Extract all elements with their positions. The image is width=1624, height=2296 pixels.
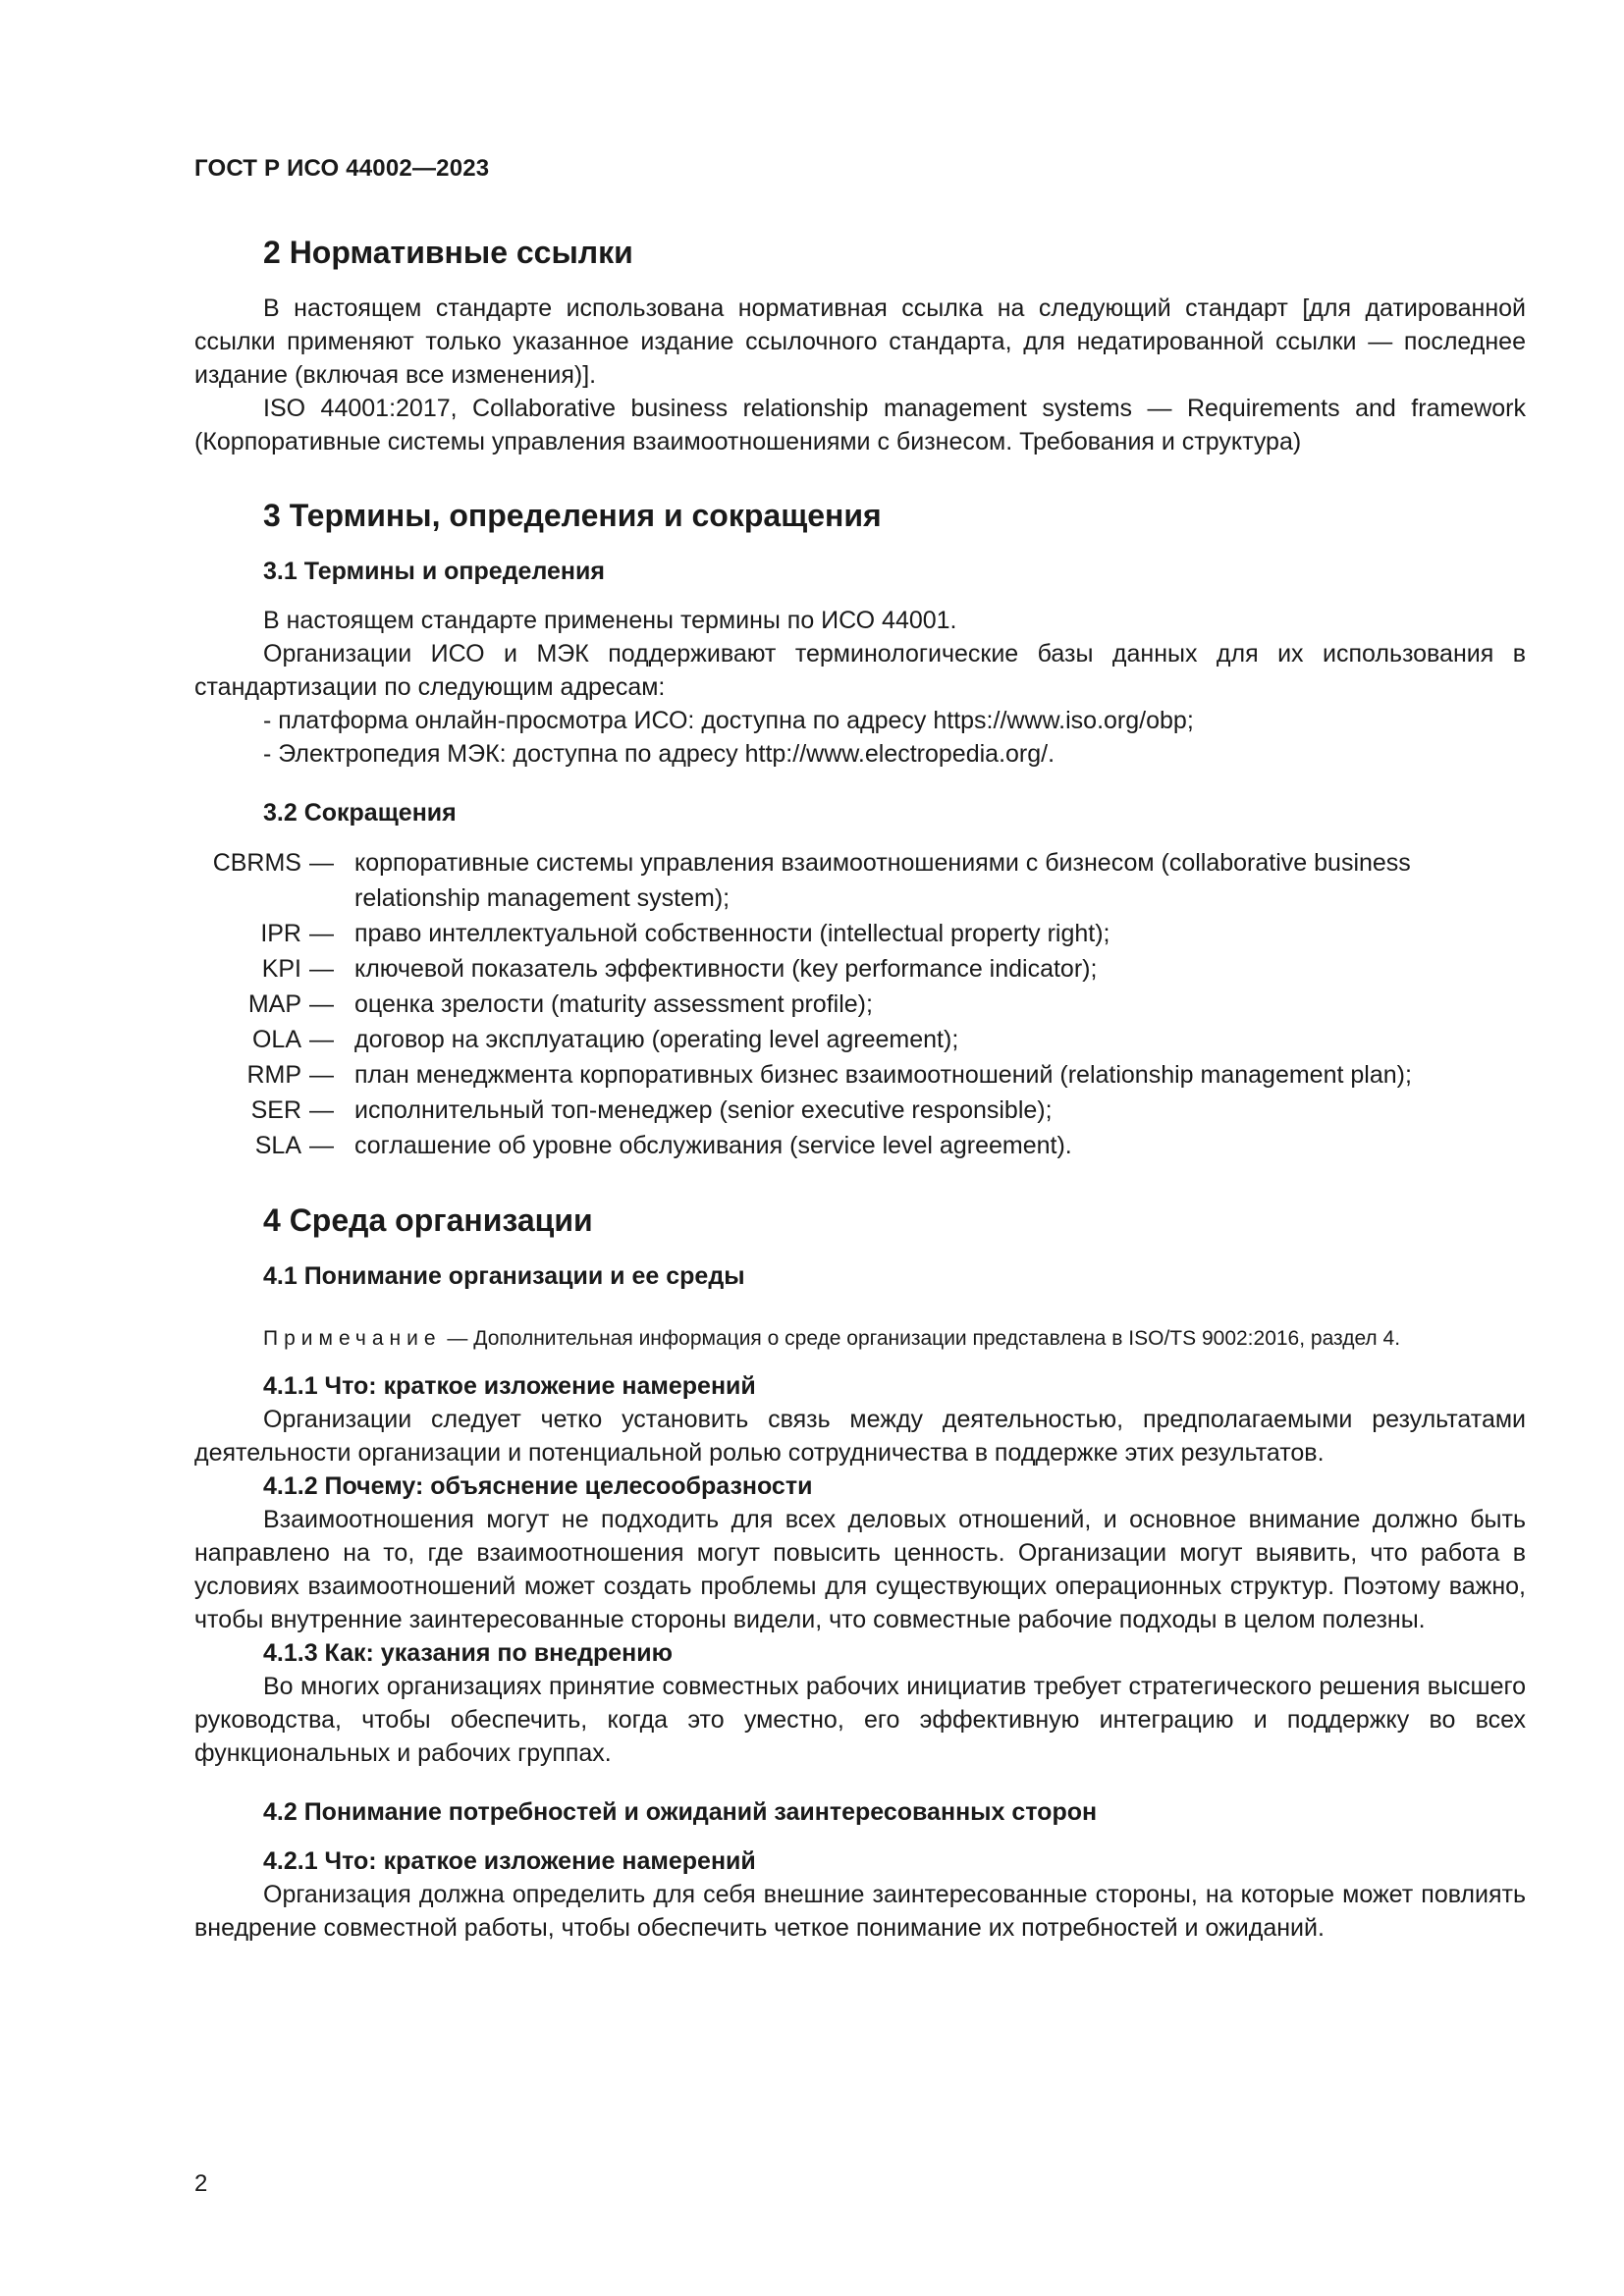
section-2-paragraph-1: В настоящем стандарте использована нормативная ссылка на следующий стандарт [для датированной ссылки применяют только указанное издание ссылочного стандарта, для недатированной ссылки — последнее издание (включая все изменения)]. bbox=[194, 294, 1526, 389]
table-row bbox=[197, 987, 1526, 1022]
abbr-dash: — bbox=[309, 1061, 334, 1089]
section-4-2-1-text: Организация должна определить для себя внешние заинтересованные стороны, на которые может повлиять внедрение совместной работы, чтобы обеспечить четкое понимание их потребностей и ожиданий. bbox=[194, 1881, 1526, 1942]
abbr-code: RMP bbox=[246, 1061, 301, 1089]
abbr-definition: исполнительный топ-менеджер (senior executive responsible); bbox=[354, 1096, 1053, 1124]
abbr-code: IPR bbox=[260, 920, 301, 947]
abbr-code: SLA bbox=[254, 1132, 301, 1159]
abbr-dash: — bbox=[309, 990, 334, 1018]
abbr-code: MAP bbox=[247, 990, 301, 1018]
section-4-1-1-text: Организации следует четко установить связь между деятельностью, предполагаемыми результатами деятельности организации и потенциальной ролью сотрудничества в поддержке этих результатов. bbox=[194, 1406, 1526, 1467]
section-4-organization-context bbox=[194, 1201, 1526, 1945]
abbr-definition: соглашение об уровне обслуживания (service level agreement). bbox=[354, 1132, 1072, 1159]
table-row bbox=[197, 916, 1526, 951]
note bbox=[194, 1324, 1526, 1354]
page-number: 2 bbox=[194, 2170, 208, 2197]
section-4-2-1-title: 4.2.1 Что: краткое изложение намерений bbox=[263, 1847, 756, 1875]
abbr-definition: ключевой показатель эффективности (key performance indicator); bbox=[354, 955, 1098, 983]
abbr-dash: — bbox=[309, 1132, 334, 1159]
table-row bbox=[197, 1093, 1526, 1128]
table-row bbox=[197, 951, 1526, 987]
note-text: — Дополнительная информация о среде организации представлена в ISO/TS 9002:2016, раздел 4. bbox=[441, 1327, 1401, 1350]
abbr-definition: корпоративные системы управления взаимоотношениями с бизнесом (collaborative business relationship management system); bbox=[354, 849, 1411, 912]
abbr-definition: план менеджмента корпоративных бизнес взаимоотношений (relationship management plan); bbox=[354, 1061, 1412, 1089]
abbr-dash: — bbox=[309, 1096, 334, 1124]
abbr-dash: — bbox=[309, 920, 334, 947]
abbr-definition: право интеллектуальной собственности (intellectual property right); bbox=[354, 920, 1110, 947]
abbr-dash: — bbox=[309, 1026, 334, 1053]
document-code-header: ГОСТ Р ИСО 44002—2023 bbox=[194, 155, 490, 182]
abbr-code: SER bbox=[250, 1096, 301, 1124]
section-3-1-paragraph-2: Организации ИСО и МЭК поддерживают терминологические базы данных для их использования в стандартизации по следующим адресам: bbox=[194, 640, 1526, 701]
abbr-dash: — bbox=[309, 849, 334, 877]
section-2-title: 2 Нормативные ссылки bbox=[263, 235, 633, 270]
table-row bbox=[197, 1022, 1526, 1057]
section-4-1-1-title: 4.1.1 Что: краткое изложение намерений bbox=[263, 1372, 756, 1400]
section-4-title: 4 Среда организации bbox=[263, 1202, 593, 1238]
section-4-1-2-title: 4.1.2 Почему: объяснение целесообразности bbox=[263, 1472, 813, 1500]
section-4-1-3-text: Во многих организациях принятие совместных рабочих инициатив требует стратегического решения высшего руководства, чтобы обеспечить, когда это уместно, его эффективную интеграцию и поддержку во всех функциональных и рабочих группах. bbox=[194, 1673, 1526, 1767]
section-3-title: 3 Термины, определения и сокращения bbox=[263, 498, 882, 533]
table-row bbox=[197, 845, 1526, 916]
section-4-1-2-text: Взаимоотношения могут не подходить для всех деловых отношений, и основное внимание должно быть направлено на то, где взаимоотношения могут повысить ценность. Организации могут выявить, что работа в условиях взаимоотношений может создать проблемы для существующих операционных структур. Поэтому важно, чтобы внутренние заинтересованные стороны видели, что совместные рабочие подходы в целом полезны. bbox=[194, 1506, 1526, 1633]
table-row bbox=[197, 1128, 1526, 1163]
section-2-normative-references bbox=[194, 233, 1526, 458]
abbreviations-table bbox=[197, 845, 1526, 1163]
section-3-2-title: 3.2 Сокращения bbox=[263, 799, 457, 827]
terminology-databases-list bbox=[194, 704, 1526, 771]
abbr-code: CBRMS bbox=[212, 849, 301, 877]
abbr-definition: оценка зрелости (maturity assessment profile); bbox=[354, 990, 873, 1018]
abbr-code: OLA bbox=[251, 1026, 301, 1053]
abbr-dash: — bbox=[309, 955, 334, 983]
section-4-1-3-title: 4.1.3 Как: указания по внедрению bbox=[263, 1639, 673, 1667]
section-3-terms bbox=[194, 496, 1526, 1163]
section-2-paragraph-2: ISO 44001:2017, Collaborative business relationship management systems — Requirements and framework (Корпоративные системы управления взаимоотношениями с бизнесом. Требования и структура) bbox=[194, 395, 1526, 455]
table-row bbox=[197, 1057, 1526, 1093]
section-3-1-paragraph-1: В настоящем стандарте применены термины по ИСО 44001. bbox=[263, 607, 957, 634]
list-item: - Электропедия МЭК: доступна по адресу http://www.electropedia.org/. bbox=[263, 740, 1056, 768]
section-4-1-title: 4.1 Понимание организации и ее среды bbox=[263, 1262, 745, 1290]
note-label: Примечание bbox=[263, 1327, 442, 1350]
list-item: - платформа онлайн-просмотра ИСО: доступна по адресу https://www.iso.org/obp; bbox=[263, 707, 1194, 734]
section-3-1-title: 3.1 Термины и определения bbox=[263, 558, 605, 585]
section-4-2-title: 4.2 Понимание потребностей и ожиданий заинтересованных сторон bbox=[263, 1798, 1098, 1826]
abbr-code: KPI bbox=[261, 955, 301, 983]
abbr-definition: договор на эксплуатацию (operating level agreement); bbox=[354, 1026, 959, 1053]
